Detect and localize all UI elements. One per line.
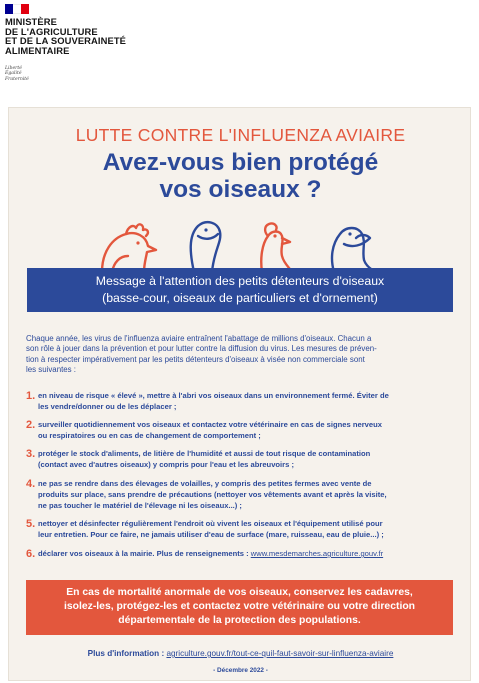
rule-text (38, 449, 458, 471)
flag-red-band (21, 4, 29, 14)
flag-white-band (13, 4, 21, 14)
rule-line: déclarer vos oiseaux à la mairie. Plus de renseignements : (38, 549, 251, 558)
more-info-label: Plus d'information : (87, 649, 167, 658)
rule-number: 6. (26, 548, 36, 560)
intro-line: son rôle à jouer dans la prévention et pour lutter contre la diffusion du virus. Les mesures de préven- (26, 344, 377, 354)
rule-line: les vendre/donner ou de les déplacer ; (38, 401, 177, 411)
rule-line: ou respiratoires ou en cas de changement de comportement ; (38, 430, 261, 440)
rule-text (38, 420, 458, 442)
title-line: Avez-vous bien protégé (102, 149, 379, 176)
poster (8, 107, 471, 681)
rule-number: 4. (26, 478, 36, 490)
ministry-line: MINISTÈRE (5, 16, 57, 27)
ministry-header (0, 0, 479, 105)
rule-line: produits sur place, sans prendre de précautions (nettoyer vos vêtements avant et après la visite, (38, 489, 387, 499)
ministry-name (5, 17, 126, 55)
goose-icon (191, 222, 221, 272)
mortality-alert-box (26, 580, 453, 635)
banner-line: (basse-cour, oiseaux de particuliers et d'ornement) (102, 291, 378, 305)
intro-line: les suivantes : (26, 365, 76, 375)
title-line: vos oiseaux ? (159, 176, 322, 203)
turkey-icon (261, 223, 292, 272)
intro-line: tion à respecter impérativement par les petits détenteurs d'oiseaux à visée non commerciale sont (26, 354, 365, 364)
ministry-line: ALIMENTAIRE (5, 44, 70, 56)
rule-number: 5. (26, 518, 36, 530)
alert-line: En cas de mortalité anormale de vos oiseaux, conservez les cadavres, (66, 587, 413, 598)
rule-line: en niveau de risque « élevé », mettre à l'abri vos oiseaux dans un environnement fermé. Éviter de (38, 391, 389, 400)
mesdemarches-link[interactable]: www.mesdemarches.agriculture.gouv.fr (250, 549, 384, 558)
rule-line: leur entretien. Pour ce faire, ne jamais utiliser d'eau de surface (mare, ruisseau, eau de pluie...) ; (38, 529, 384, 539)
rule-number: 2. (26, 419, 36, 431)
rule-line: nettoyer et désinfecter régulièrement l'endroit où vivent les oiseaux et l'équipement utilisé pour (38, 519, 383, 528)
intro-paragraph (26, 334, 456, 376)
rule-line: (contact avec d'autres oiseaux) y compris pour l'eau et les abreuvoirs ; (38, 459, 294, 469)
rule-number: 3. (26, 448, 36, 460)
duck-icon (332, 228, 376, 272)
more-info-line (9, 649, 472, 658)
rule-line: surveiller quotidiennement vos oiseaux et contactez votre vétérinaire en cas de signes nerveux (38, 420, 382, 429)
flag-blue-band (5, 4, 13, 14)
ministry-line: ET DE LA SOUVERAINETÉ (5, 35, 127, 47)
birds-illustration (94, 214, 394, 272)
rule-line: ne pas se rendre dans des élevages de volailles, y compris des petites fermes avec vente de (38, 479, 372, 488)
rule-text (38, 519, 458, 541)
audience-banner (27, 268, 453, 312)
ministry-line: DE L'AGRICULTURE (5, 25, 98, 37)
intro-line: Chaque année, les virus de l'influenza aviaire entraînent l'abattage de millions d'oiseaux. Chacun a (26, 334, 372, 343)
motto-line: Égalité (5, 71, 22, 77)
rule-text (38, 549, 458, 560)
banner-line: Message à l'attention des petits détenteurs d'oiseaux (95, 274, 385, 288)
alert-line: départementale de la protection des populations. (118, 615, 361, 627)
rule-text (38, 479, 458, 511)
rule-number: 1. (26, 390, 36, 402)
alert-line: isolez-les, protégez-les et contactez votre vétérinaire ou votre direction (63, 601, 416, 613)
poster-title (9, 149, 472, 203)
rule-text (38, 391, 458, 413)
rule-line: protéger le stock d'aliments, de litière de l'humidité et aussi de tout risque de contamination (38, 449, 371, 458)
more-info-link[interactable]: agriculture.gouv.fr/tout-ce-quil-faut-savoir-sur-linfluenza-aviaire (166, 649, 394, 658)
publication-date: - Décembre 2022 - (213, 667, 268, 674)
chicken-icon (102, 224, 156, 272)
motto-line: Fraternité (5, 76, 29, 82)
motto-line: Liberté (5, 66, 22, 71)
republic-motto (5, 66, 29, 82)
french-flag-icon (5, 4, 29, 14)
poster-kicker: LUTTE CONTRE L'INFLUENZA AVIAIRE (75, 125, 406, 145)
rule-line: ne pas toucher le matériel de l'élevage ni les oiseaux...) ; (38, 500, 242, 510)
